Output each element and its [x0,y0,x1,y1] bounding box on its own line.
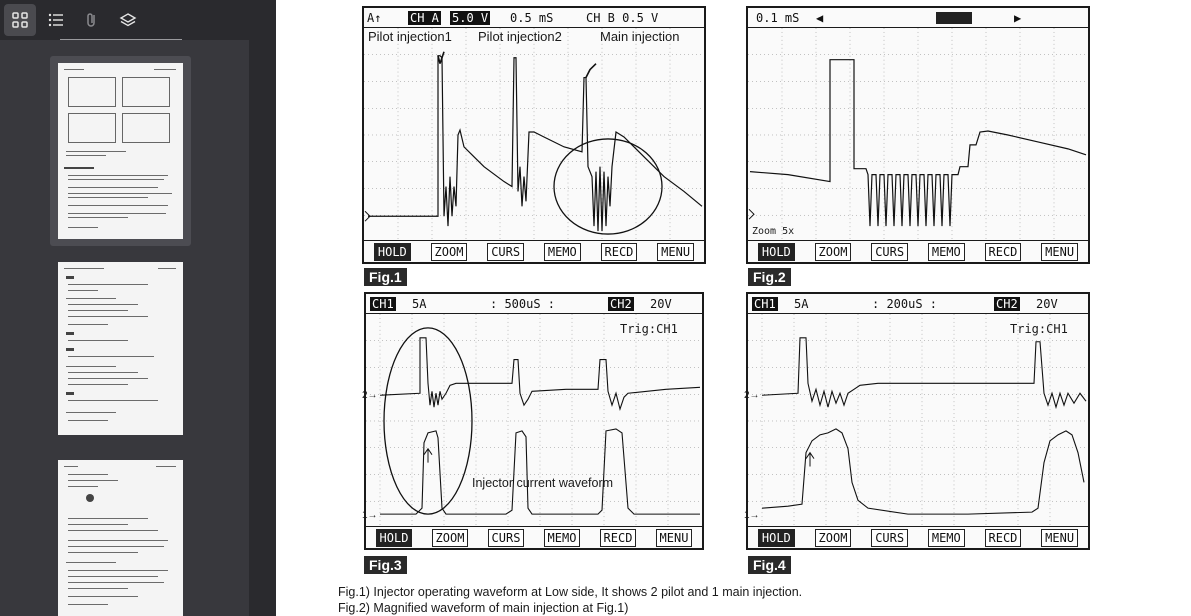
fig3-grid [366,314,702,526]
document-page [276,0,1191,616]
hold-button: HOLD [758,243,795,261]
sidebar-resizer[interactable] [249,0,276,616]
scope-header [748,294,1088,314]
outline-icon [47,11,65,29]
fig2-plot [748,28,1088,240]
ch1-scale: 5A [412,297,427,311]
thumbnails-icon [11,11,29,29]
zoom-button: ZOOM [431,243,468,261]
memo-button: MEMO [928,529,965,547]
zoom-button: ZOOM [815,529,852,547]
recd-button: RECD [600,529,637,547]
curs-button: CURS [487,243,524,261]
ch2-scale: 20V [650,297,672,311]
memo-button: MEMO [544,529,581,547]
fig2-label: Fig.2 [748,268,791,286]
scope-menu-bar [748,526,1088,548]
timebase: : 200uS : [872,297,938,311]
fig4-channel1-waveform [762,429,1084,514]
sidebar [0,0,276,616]
caption-fig1: Fig.1) Injector operating waveform at Low side, It shows 2 pilot and 1 main injection. [338,585,803,599]
channel-a-label: CH A [410,11,439,25]
outline-button[interactable] [40,4,72,36]
channel-b-label: CH B 0.5 V [586,11,659,25]
channel1-marker: 1→ [744,510,760,521]
fig1-grid [364,28,704,240]
oscilloscope-fig2 [746,6,1090,264]
timebase: : 500uS : [490,297,556,311]
fig3-plot [366,314,702,526]
attachments-button[interactable] [76,4,108,36]
recd-button: RECD [985,243,1022,261]
fig3-label: Fig.3 [364,556,407,574]
scope-menu-bar [364,240,704,262]
fig2-ground-marker [749,209,754,219]
scope-screen [748,28,1088,240]
oscilloscope-fig3 [364,292,704,550]
ch2-scale: 20V [1036,297,1058,311]
curs-button: CURS [871,529,908,547]
menu-button: MENU [1041,529,1078,547]
fig3-trigger-marker [424,449,432,463]
scroll-position-bar [936,12,972,24]
fig1-plot [364,28,704,240]
scope-screen [362,314,702,526]
hold-button: HOLD [374,243,411,261]
zoom-button: ZOOM [815,243,852,261]
menu-button: MENU [657,243,694,261]
paperclip-icon [83,11,101,29]
menu-button: MENU [656,529,693,547]
caption-fig2: Fig.2) Magnified waveform of main injection at Fig.1) [338,601,629,615]
active-tab-indicator [60,39,182,40]
page-thumbnail-2[interactable] [58,262,183,435]
channel-a-volts: 5.0 V [452,11,489,25]
page-thumbnail-3[interactable] [58,460,183,616]
fig2-grid [748,28,1088,240]
label-injector-current-waveform: Injector current waveform [472,476,614,490]
curs-button: CURS [871,243,908,261]
scope-screen [744,314,1088,526]
memo-button: MEMO [928,243,965,261]
ch2-label: CH2 [996,297,1018,311]
fig1-arrow-pilot1 [438,52,444,64]
scope-header [366,294,702,314]
trigger-indicator: A↑ [367,11,382,25]
timebase: 0.1 mS [756,11,800,25]
scope-menu-bar [366,526,702,548]
recd-button: RECD [601,243,638,261]
label-pilot-injection-1: Pilot injection1 [368,29,452,44]
oscilloscope-fig4 [746,292,1090,550]
fig4-grid [748,314,1088,526]
page-thumbnail-1[interactable] [50,56,191,246]
fig1-arrow-main [586,64,596,78]
scope-header [364,8,704,28]
ch1-scale: 5A [794,297,809,311]
scope-screen [364,28,704,240]
layers-icon [119,11,137,29]
trigger-source: Trig:CH1 [1010,322,1068,336]
channel2-marker: 2→ [744,390,760,401]
fig1-waveform [368,56,702,231]
oscilloscope-fig1 [362,6,706,264]
hold-button: HOLD [758,529,795,547]
timebase: 0.5 mS [510,11,554,25]
fig4-plot [748,314,1088,526]
fig4-channel2-waveform [762,338,1086,407]
scroll-right-icon: ▶ [1014,11,1022,25]
ch1-label: CH1 [372,297,394,311]
sidebar-toolbar [0,0,249,40]
memo-button: MEMO [544,243,581,261]
label-pilot-injection-2: Pilot injection2 [478,29,562,44]
scope-menu-bar [748,240,1088,262]
channel1-marker: 1→ [362,510,378,521]
ch2-label: CH2 [610,297,632,311]
label-main-injection: Main injection [600,29,680,44]
scroll-left-icon: ◀ [816,11,824,25]
curs-button: CURS [488,529,525,547]
fig1-label: Fig.1 [364,268,407,286]
ch1-label: CH1 [754,297,776,311]
zoom-button: ZOOM [432,529,469,547]
recd-button: RECD [985,529,1022,547]
hold-button: HOLD [376,529,413,547]
page-thumbnail-image [58,63,183,239]
fig4-trigger-marker [806,453,814,467]
fig4-label: Fig.4 [748,556,791,574]
thumbnails-button[interactable] [4,4,36,36]
scope-header [748,8,1088,28]
menu-button: MENU [1041,243,1078,261]
layers-button[interactable] [112,4,144,36]
zoom-indicator: Zoom 5x [752,226,795,237]
channel2-marker: 2→ [362,390,378,401]
trigger-source: Trig:CH1 [620,322,678,336]
